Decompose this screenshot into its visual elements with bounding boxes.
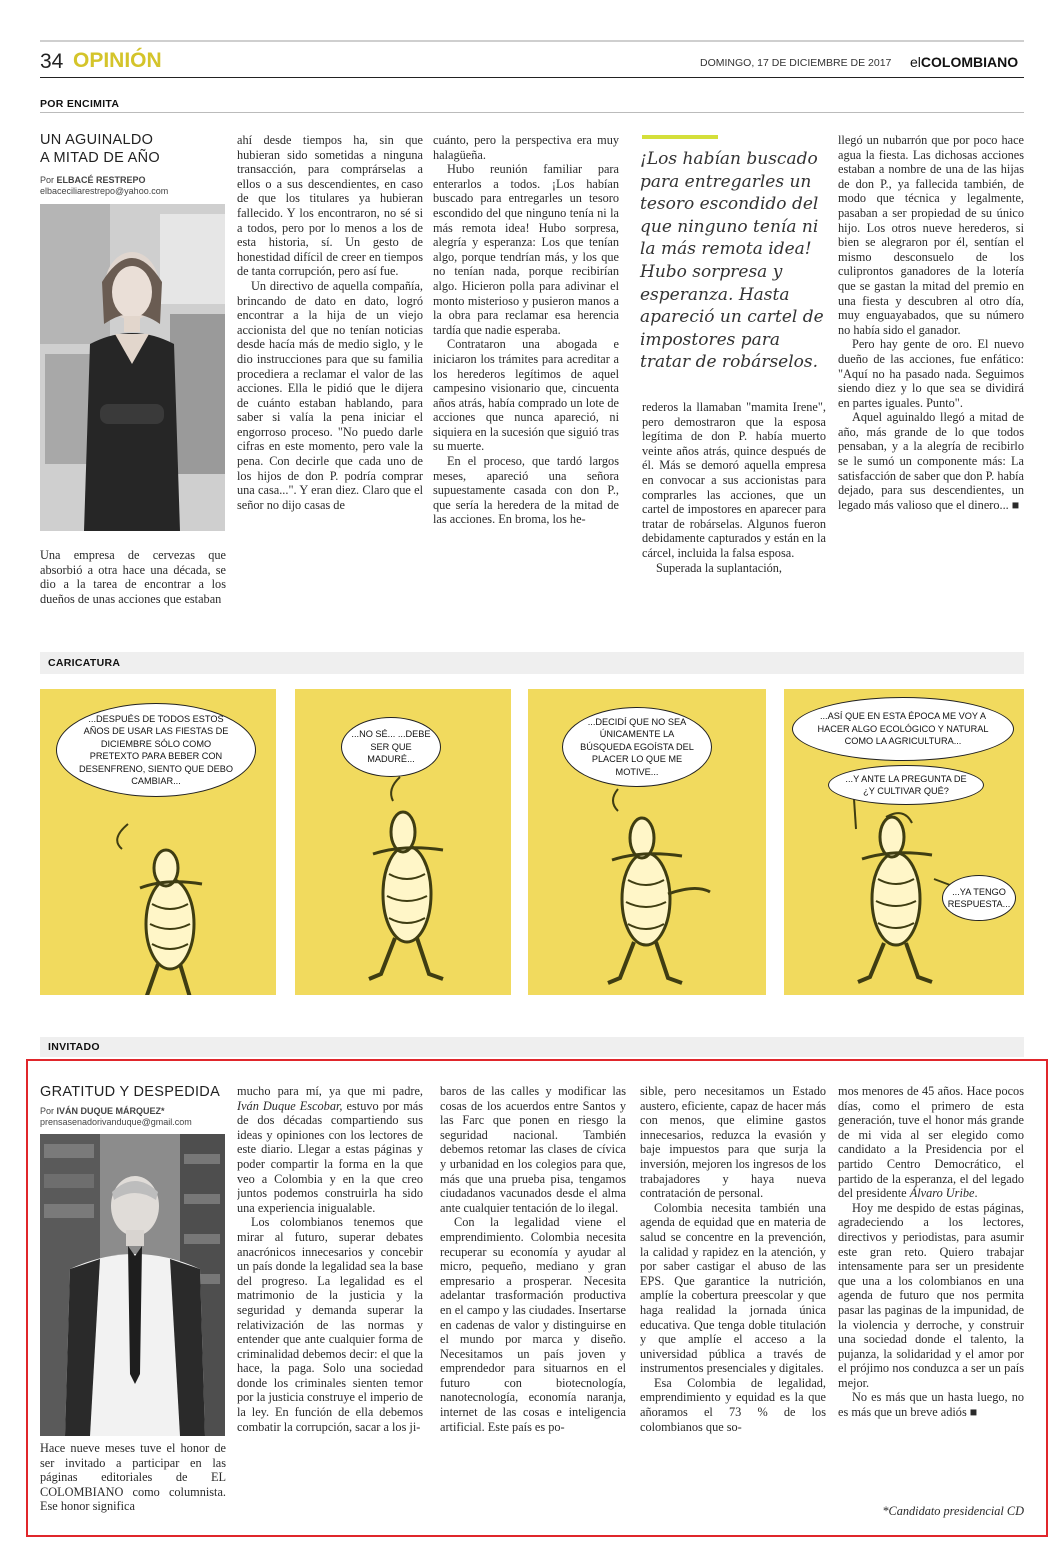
speech-bubble-3: ...DECIDÍ QUE NO SEA ÚNICAMENTE LA BÚSQUEDA EGOÍSTA DEL PLACER LO QUE ME MOTIVE... (562, 707, 712, 787)
article1-column-5: llegó un nubarrón que por poco hace agua la fiesta. Las dichosas acciones estaban a nombre de una de las hijas de don P., ya fallecida también, de modo que técnica y legalmente, pasaban a ser propiedad de su único hijo. Los otros nueve herederos, si bien se alegraron por él, sentían el mismo desconsuelo de los culiprontos ganadores de la lotería que se gastan la mitad del premio en una fiesta y descubren al otro día, muy enguayabados, que su número no había sido el ganador. Pero hay gente de oro. El nuevo dueño de las acciones, fue enfático: "Aquí no ha pasado nada. Seguimos siendo diez y lo que sea se dividirá en partes iguales. Punto". Aquel aguinaldo llegó a mitad de año, más grande de lo que todos pensaban, y a la alegría de recibirlo se le sumó un componente más: La satisfacción de saber que don P. había dejado, para sus descendientes, un legado más valioso que el dinero... ■ (838, 133, 1024, 512)
author-photo (40, 1134, 225, 1436)
article1-column-2: ahí desde tiempos ha, sin que hubieran sido sometidas a ninguna transacción, para comprárselas a ellos o a sus descendientes, en caso de que los titulares ya hubieran fallecido. Y los encontraron, no sé si a todos, pero por lo menos a los de esta historia, sí. Un gesto de honestidad difícil de creer en tiempos de tanta corrupción, pero así fue. Un directivo de aquella compañía, brincando de dato en dato, logró encontrar a la hija de un viejo accionista del que no tenían noticias desde hacía más de medio siglo, y le dio instrucciones para que su familia procediera a reclamar el valor de las acciones. Ella le pidió que le dijera de cuánto estaban hablando, para saber si valía la pena iniciar el engorroso proceso. "No puedo darle cifras en este momento, pero vale la pena. Con decirle que cada uno de los hijos de don P. podría comprar una casa...". Y eran diez. Claro que el señor no dijo casas de (237, 133, 423, 512)
header-rule (40, 77, 1024, 78)
section-band-caricatura (40, 652, 1024, 674)
section-label-invitado: INVITADO (48, 1041, 100, 1053)
byline-prefix: Por (40, 175, 55, 185)
author-name: IVÁN DUQUE MÁRQUEZ* (56, 1106, 165, 1116)
issue-date: DOMINGO, 17 DE DICIEMBRE DE 2017 (700, 57, 892, 69)
cartoon-panel-3 (528, 689, 766, 995)
brand-prefix: el (910, 54, 921, 70)
byline-prefix: Por (40, 1106, 55, 1116)
headline-line-2: A MITAD DE AÑO (40, 150, 160, 166)
article1-headline (40, 131, 230, 167)
speech-bubble-4a: ...ASÍ QUE EN ESTA ÉPOCA ME VOY A HACER ALGO ECOLÓGICO Y NATURAL COMO LA AGRICULTURA... (792, 697, 1014, 761)
article2-column-5: mos menores de 45 años. Hace pocos días, como el primero de esta generación, tuve el honor más grande de mi vida al ser elegido como candidato a la Presidencia por el partido Centro Democrático, el partido de la esperanza, el del legado del presidente Álvaro Uribe. Hoy me despido de estas páginas, agradeciendo a los lectores, directivos y periodistas, para asumir este gran reto. Quiero trabajar intensamente para ser un presidente que una a los colombianos en una agenda de futuro que nos permita pasar las paginas de la impunidad, de la violencia y derroche, y construir una sociedad donde el talento, la pujanza, la solidaridad y el amor por el prójimo nos conduzca a ser un país mejor. No es más que un hasta luego, no es más que un breve adiós ■ (838, 1084, 1024, 1420)
section-title: OPINIÓN (73, 49, 162, 72)
newspaper-logo (910, 54, 1018, 70)
author-photo (40, 204, 225, 531)
cartoon-panel-4 (784, 689, 1024, 995)
cartoon-panel-2 (295, 689, 511, 995)
brand-name: COLOMBIANO (920, 54, 1019, 70)
pull-quote-bar (642, 135, 718, 139)
pull-quote: ¡Los habían buscado para entregarles un tesoro escondido del que ninguno tenía ni la más remota idea! Hubo sorpresa y esperanza. Hasta apareció un cartel de impostores para tratar de robárselos. (640, 149, 824, 373)
speech-bubble-2: ...NO SÉ... ...DEBE SER QUE MADURÉ... (341, 717, 441, 777)
article2-byline (40, 1106, 236, 1128)
author-footnote: *Candidato presidencial CD (882, 1504, 1024, 1518)
name-ivan-duque-escobar: Iván Duque Escobar, (237, 1098, 343, 1113)
section-band-invitado (40, 1037, 1024, 1057)
author-email: elbaceciliarestrepo@yahoo.com (40, 186, 169, 196)
author-photo-illustration (40, 1134, 225, 1436)
name-alvaro-uribe: Álvaro Uribe (909, 1186, 975, 1201)
author-name: ELBACÉ RESTREPO (56, 175, 146, 185)
article2-column-3: baros de las calles y modificar las cosas de los acuerdos entre Santos y las Farc que ponen en riesgo la seguridad nacional. También debemos retomar las clases de cívica y urbanidad en los colegios para que, más que una prueba pisa, tengamos ciudadanos vacunados desde el alma ante cualquier tentación de lo ilegal. Con la legalidad viene el emprendimiento. Colombia necesita recuperar su economía y ayudar al micro, pequeño, mediano y gran empresario a prosperar. Necesita adelantar trasformación productiva en el campo y las ciudades. Insertarse en cadenas de valor y distinguirse en el mundo por marca y diseño. Necesitamos un país joven y emprendedor para situarnos en el futuro con biotecnología, nanotecnología, economía naranja, internet de las cosas e inteligencia artificial. Este país es po- (440, 1084, 626, 1434)
top-rule (40, 40, 1024, 42)
section-rule (40, 112, 1024, 113)
article2-column-4: sible, pero necesitamos un Estado austero, eficiente, capaz de hacer más con menos, que elimine gastos innecesarios, reduzca la evasión y baje impuestos para que surja la inversión, mejoren los ingresos de los trabajadores y haya nueva contratación de personal. Colombia necesita también una agenda de equidad que en materia de salud se concentre en la prevención, la calidad y rapidez en la atención, y por saber castigar el abuso de las EPS. Que garantice la nutrición, amplíe la cobertura preescolar y que haga realidad la jornada única educativa. Que tenga doble titulación y que amplíe el acceso a la universidad pública a través de instrumentos presenciales y digitales. Esa Colombia de legalidad, emprendimiento y equidad es la que añoramos el 73 % de los colombianos que so- (640, 1084, 826, 1434)
cartoon-panel-1 (40, 689, 276, 995)
article2-headline: GRATITUD Y DESPEDIDA (40, 1084, 221, 1100)
headline-line-1: UN AGUINALDO (40, 132, 154, 148)
article2-column-1: Hace nueve meses tuve el honor de ser invitado a participar en las páginas editoriales de EL COLOMBIANO como columnista. Ese honor significa (40, 1441, 226, 1514)
speech-bubble-4c: ...YA TENGO RESPUESTA... (942, 875, 1016, 921)
article1-byline (40, 175, 230, 197)
author-photo-illustration (40, 204, 225, 531)
section-label-caricatura: CARICATURA (48, 657, 121, 669)
speech-bubble-4b: ...Y ANTE LA PREGUNTA DE ¿Y CULTIVAR QUÉ? (828, 765, 984, 805)
article1-column-4: rederos la llamaban "mamita Irene", pero demostraron que la esposa legítima de don P. había muerto veinte años atrás, quince después de él. Más se demoró aquella empresa en convocar a sus accionistas para comprarles las acciones, que un cartel de impostores en aparecer para tratar de robárselas. Algunos fueron debidamente capturados y están en la cárcel, incluida la falsa esposa. Superada la suplantación, (642, 400, 826, 575)
section-label-por-encimita: POR ENCIMITA (40, 98, 120, 110)
article1-column-3: cuánto, pero la perspectiva era muy halagüeña. Hubo reunión familiar para enterarlos a todos. ¡Los habían buscado para entregarles un tesoro escondido del que ninguno tenía ni la más remota idea! Hubo sorpresa, alegría y esperanza: Los que tenían algo, porque tendrían más, y los que no tenían nada, porque recibirían algo. Hicieron polla para adivinar el monto misterioso y pusieron manos a la obra para reclamar esa herencia tardía que nadie esperaba. Contrataron una abogada e iniciaron los trámites para acreditar a los herederos legítimos de aquel campesino visionario que, cincuenta años atrás, había comprado un lote de acciones que nunca apareció, ni siquiera en la sucesión que siguió tras su muerte. En el proceso, que tardó largos meses, apareció una señora supuestamente casada con don P., que sería la heredera de la mitad de las acciones. En broma, los he- (433, 133, 619, 527)
article1-column-1: Una empresa de cervezas que absorbió a otra hace una década, se dio a la tarea de encontrar a los dueños de unas acciones que estaban (40, 548, 226, 606)
speech-bubble-1: ...DESPUÉS DE TODOS ESTOS AÑOS DE USAR LAS FIESTAS DE DICIEMBRE SÓLO COMO PRETEXTO PARA BEBER CON DESENFRENO, SIENTO QUE DEBO CAMBIAR... (56, 703, 256, 797)
author-email: prensasenadorivanduque@gmail.com (40, 1117, 192, 1127)
article2-column-2: mucho para mí, ya que mi padre, Iván Duque Escobar, estuvo por más de dos décadas compartiendo sus ideas y opiniones con los lectores de este diario. Llegar a estas páginas y poder compartir la forma en la que veo a Colombia y en la que creo juntos podemos construirla ha sido una experiencia inigualable. Los colombianos tenemos que mirar al futuro, superar debates anacrónicos innecesarios y concebir un país donde la legalidad sea la base del progreso. La legalidad es el matrimonio de la justicia y la seguridad y demanda superar la relativización de las normas y entender que ante cualquier forma de criminalidad debemos decir: el que la hace, la paga. Solo una sociedad donde los criminales sienten temor por la justicia construye el imperio de la ley. En función de ella debemos combatir la corrupción, sacar a los ji- (237, 1084, 423, 1434)
page-number: 34 (40, 50, 64, 73)
